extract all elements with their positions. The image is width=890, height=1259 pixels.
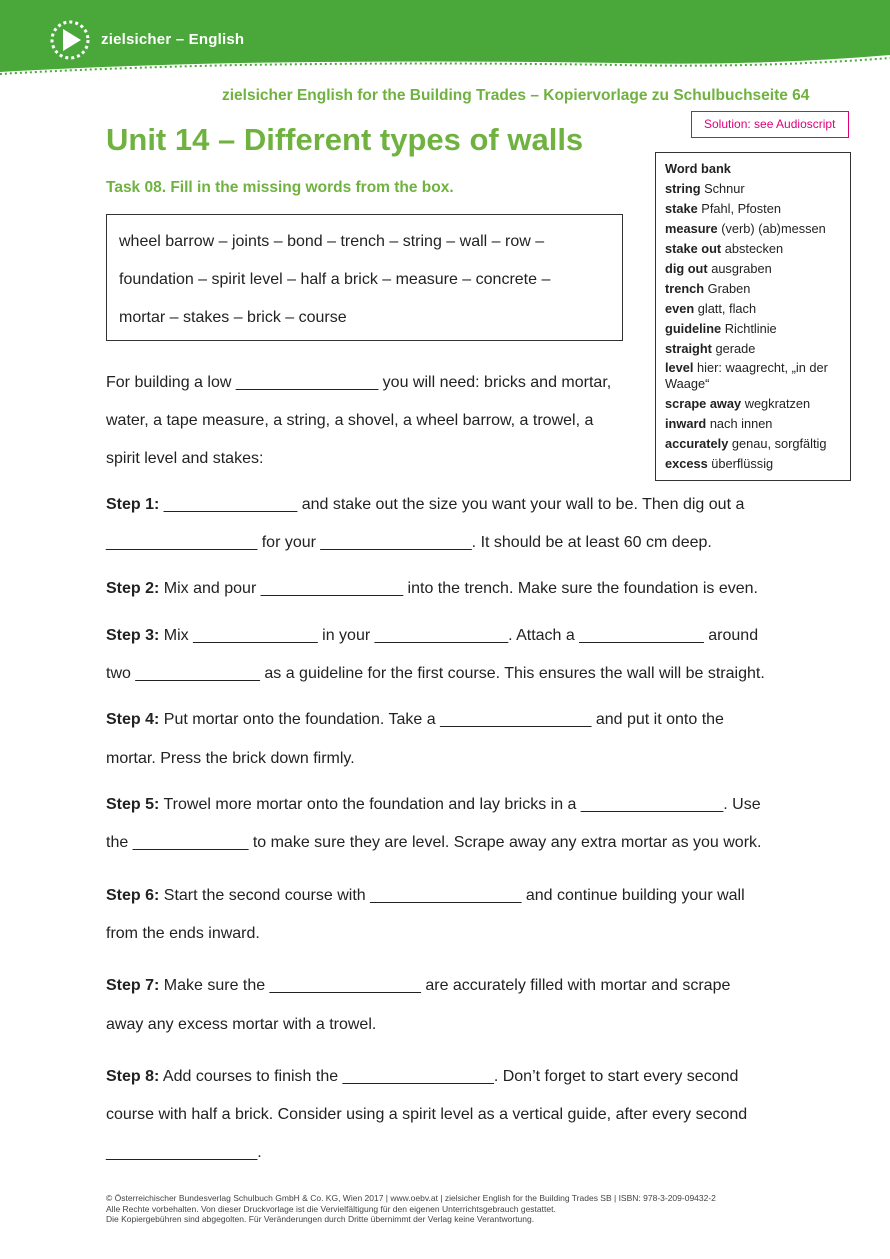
step-7-line: Step 7: Make sure the _________________ are accurately filled with mortar and scrape [106,977,731,994]
word-bank-entry: stake out abstecken [665,241,784,256]
step-1-line: Step 1: _______________ and stake out the size you want your wall to be. Then dig out a [106,496,745,513]
step-1-line: _________________ for your _________________. It should be at least 60 cm deep. [106,534,712,551]
step-label: Step 5: [106,796,160,813]
step-label: Step 4: [106,711,160,728]
step-2-line: Step 2: Mix and pour ________________ into the trench. Make sure the foundation is even. [106,580,758,597]
step-label: Step 6: [106,887,160,904]
step-5-line: Step 5: Trowel more mortar onto the foundation and lay bricks in a ________________. Use [106,796,761,813]
word-bank-entry: even glatt, flach [665,301,757,316]
word-box-line: foundation – spirit level – half a brick – measure – concrete – [119,271,551,288]
word-bank-entry: measure (verb) (ab)messen [665,221,826,236]
footer [106,1193,716,1225]
task-instruction: Task 08. Fill in the missing words from the box. [106,179,454,196]
word-bank-entry: string Schnur [665,181,745,196]
word-bank-entry: level hier: waagrecht, „in der Waage“ [665,360,828,391]
intro-line: water, a tape measure, a string, a shovel, a wheel barrow, a trowel, a [106,412,594,429]
header-subtitle: zielsicher English for the Building Trades – Kopiervorlage zu Schulbuchseite 64 [222,87,810,104]
brand-name: zielsicher – English [101,31,245,48]
step-3-line: Step 3: Mix ______________ in your _______________. Attach a ______________ around [106,627,759,644]
step-5-line: the _____________ to make sure they are level. Scrape away any extra mortar as you work. [106,834,762,851]
step-label: Step 7: [106,977,160,994]
step-label: Step 2: [106,580,160,597]
step-label: Step 8: [106,1068,160,1085]
word-bank-entry: straight gerade [665,341,756,356]
word-bank-title: Word bank [665,161,731,176]
word-bank-entry: accurately genau, sorgfältig [665,436,827,451]
step-4-line: mortar. Press the brick down firmly. [106,750,355,767]
step-label: Step 1: [106,496,160,513]
intro-line: spirit level and stakes: [106,450,264,467]
word-bank-entry: trench Graben [665,281,751,296]
word-bank [655,152,851,481]
step-6-line: from the ends inward. [106,925,260,942]
step-4-line: Step 4: Put mortar onto the foundation. Take a _________________ and put it onto the [106,711,724,728]
footer-line: © Österreichischer Bundesverlag Schulbuch GmbH & Co. KG, Wien 2017 | www.oebv.at | zielsicher English for the Building Trades SB | ISBN: 978-3-209-09432-2 [106,1193,716,1203]
word-bank-entry: dig out ausgraben [665,261,772,276]
step-6-line: Step 6: Start the second course with _________________ and continue building your wall [106,887,745,904]
word-bank-entry: inward nach innen [665,416,773,431]
word-bank-entry: guideline Richtlinie [665,321,777,336]
step-3-line: two ______________ as a guideline for the first course. This ensures the wall will be straight. [106,665,765,682]
step-7-line: away any excess mortar with a trowel. [106,1016,377,1033]
word-box-line: wheel barrow – joints – bond – trench – string – wall – row – [119,233,545,250]
word-box-line: mortar – stakes – brick – course [119,309,347,326]
intro-line: For building a low ________________ you will need: bricks and mortar, [106,374,612,391]
footer-line: Alle Rechte vorbehalten. Von dieser Druckvorlage ist die Vervielfältigung für den eigenen Unterrichtsgebrauch gestattet. [106,1203,556,1214]
word-bank-entry: stake Pfahl, Pfosten [665,201,781,216]
page-title: Unit 14 – Different types of walls [106,122,584,157]
step-8-line: Step 8: Add courses to finish the _________________. Don’t forget to start every second [106,1068,739,1085]
footer-line: Die Kopiergebühren sind abgegolten. Für Veränderungen durch Dritte übernimmt der Verlag keine Verantwortung. [106,1214,535,1224]
step-label: Step 3: [106,627,160,644]
solution-note: Solution: see Audioscript [691,111,849,138]
step-8-line: _________________. [106,1144,262,1161]
word-box [106,214,623,341]
word-bank-entry: scrape away wegkratzen [665,396,811,411]
step-8-line: course with half a brick. Consider using a spirit level as a vertical guide, after every second [106,1106,748,1123]
word-bank-entry: excess überflüssig [665,456,774,471]
